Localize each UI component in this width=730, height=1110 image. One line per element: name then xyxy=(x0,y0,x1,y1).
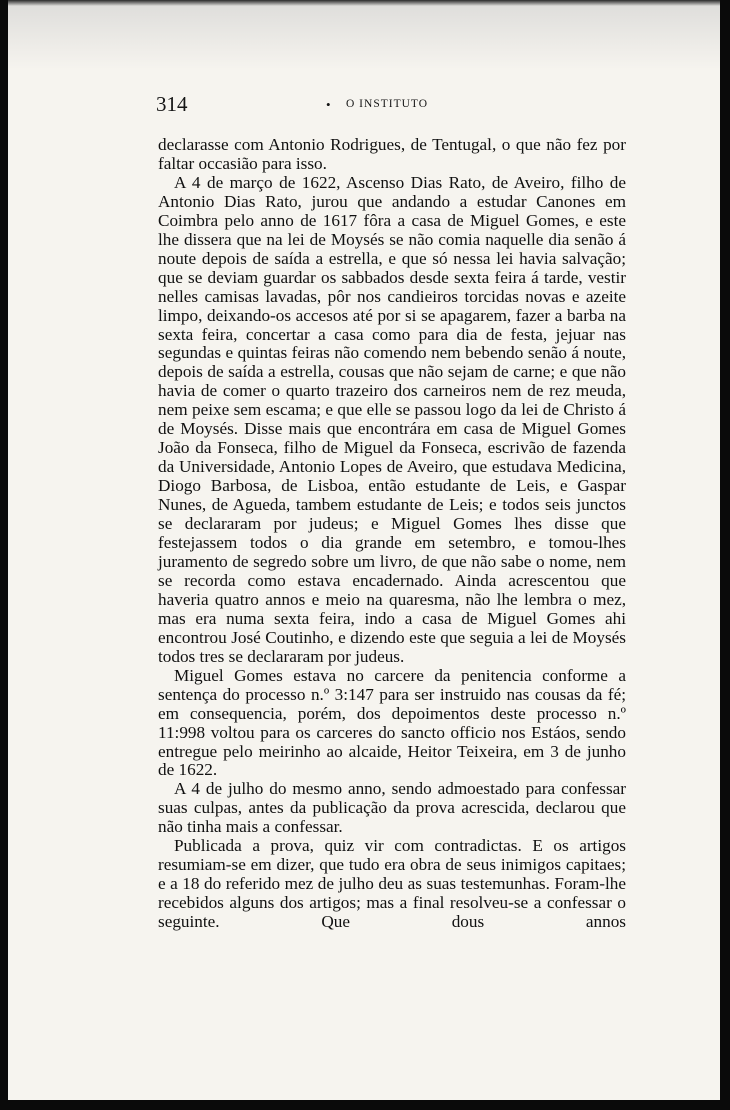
scan-edge-top xyxy=(0,0,730,6)
paragraph-admonition: A 4 de julho do mesmo anno, sendo admoestado para confessar suas culpas, antes da publicação da prova acrescida, declarou que não tinha mais a confessar. xyxy=(158,779,626,837)
paragraph-prison: Miguel Gomes estava no carcere da penitencia conforme a sentença do processo n.º 3:147 para ser instruido nas cousas da fé; em consequencia, porém, dos depoimentos deste processo n.º 11:998 voltou para os carceres do sancto officio nos Estáos, sendo entregue pelo meirinho ao alcaide, Heitor Teixeira, em 3 de junho de 1622. xyxy=(158,665,626,780)
page-header xyxy=(156,92,626,118)
running-head: O INSTITUTO xyxy=(346,98,429,110)
paragraph-contradictas: Publicada a prova, quiz vir com contradictas. E os artigos resumiam-se em dizer, que tudo era obra de seus inimigos capitaes; e a 18 do referido mez de julho deu as suas testemunhas. Foram-lhe recebidos alguns dos artigos; mas a final resolveu-se a confessar o seguinte. Que dous annos xyxy=(158,836,626,932)
body-text xyxy=(158,136,626,932)
paragraph-testimony: A 4 de março de 1622, Ascenso Dias Rato, de Aveiro, filho de Antonio Dias Rato, jurou que andando a estudar Canones em Coimbra pelo anno de 1617 fôra a casa de Miguel Gomes, e este lhe dissera que na lei de Moysés se não comia naquelle dia senão á noute depois de saída a estrella, e que só nessa lei havia salvação; que se deviam guardar os sabbados desde sexta feira á tarde, vestir nelles camisas lavadas, pôr nos candieiros torcidas novas e azeite limpo, deixando-os accesos até por si se apagarem, fazer a barba na sexta feira, concertar a casa como para dia de festa, jejuar nas segundas e quintas feiras não comendo nem bebendo senão á noute, depois de saída a estrella, cousas que não sejam de carne; e que não havia de comer o quarto trazeiro dos carneiros nem de rez meuda, nem peixe sem escama; e que elle se passou logo da lei de Christo á de Moysés. Disse mais que encontrára em casa de Miguel Gomes João da Fonseca, filho de Miguel da Fonseca, escrivão de fazenda da Universidade, Antonio Lopes de Aveiro, que estudava Medicina, Diogo Barbosa, de Lisboa, então estudante de Leis, e Gaspar Nunes, de Agueda, tambem estudante de Leis; e todos seis junctos se declararam por judeus; e Miguel Gomes lhes disse que festejassem todos o dia grande em setembro, e tomou-lhes juramento de segredo sobre um livro, de que não sabe o nome, nem se recorda como estava encadernado. Ainda acrescentou que haveria quatro annos e meio na quaresma, não lhe lembra o mez, mas era numa sexta feira, indo a casa de Miguel Gomes ahi encontrou José Coutinho, e dizendo este que seguia a lei de Moysés todos tres se declararam por judeus. xyxy=(158,172,626,666)
header-bullet: • xyxy=(326,97,331,112)
scan-edge-right xyxy=(720,0,730,1110)
page-number: 314 xyxy=(156,92,188,116)
scan-edge-left xyxy=(0,0,8,1110)
scan-edge-bottom xyxy=(0,1100,730,1110)
paragraph-continuation: declarasse com Antonio Rodrigues, de Tentugal, o que não fez por faltar occasião para isso. xyxy=(158,135,626,173)
scan-smudge xyxy=(8,0,720,70)
